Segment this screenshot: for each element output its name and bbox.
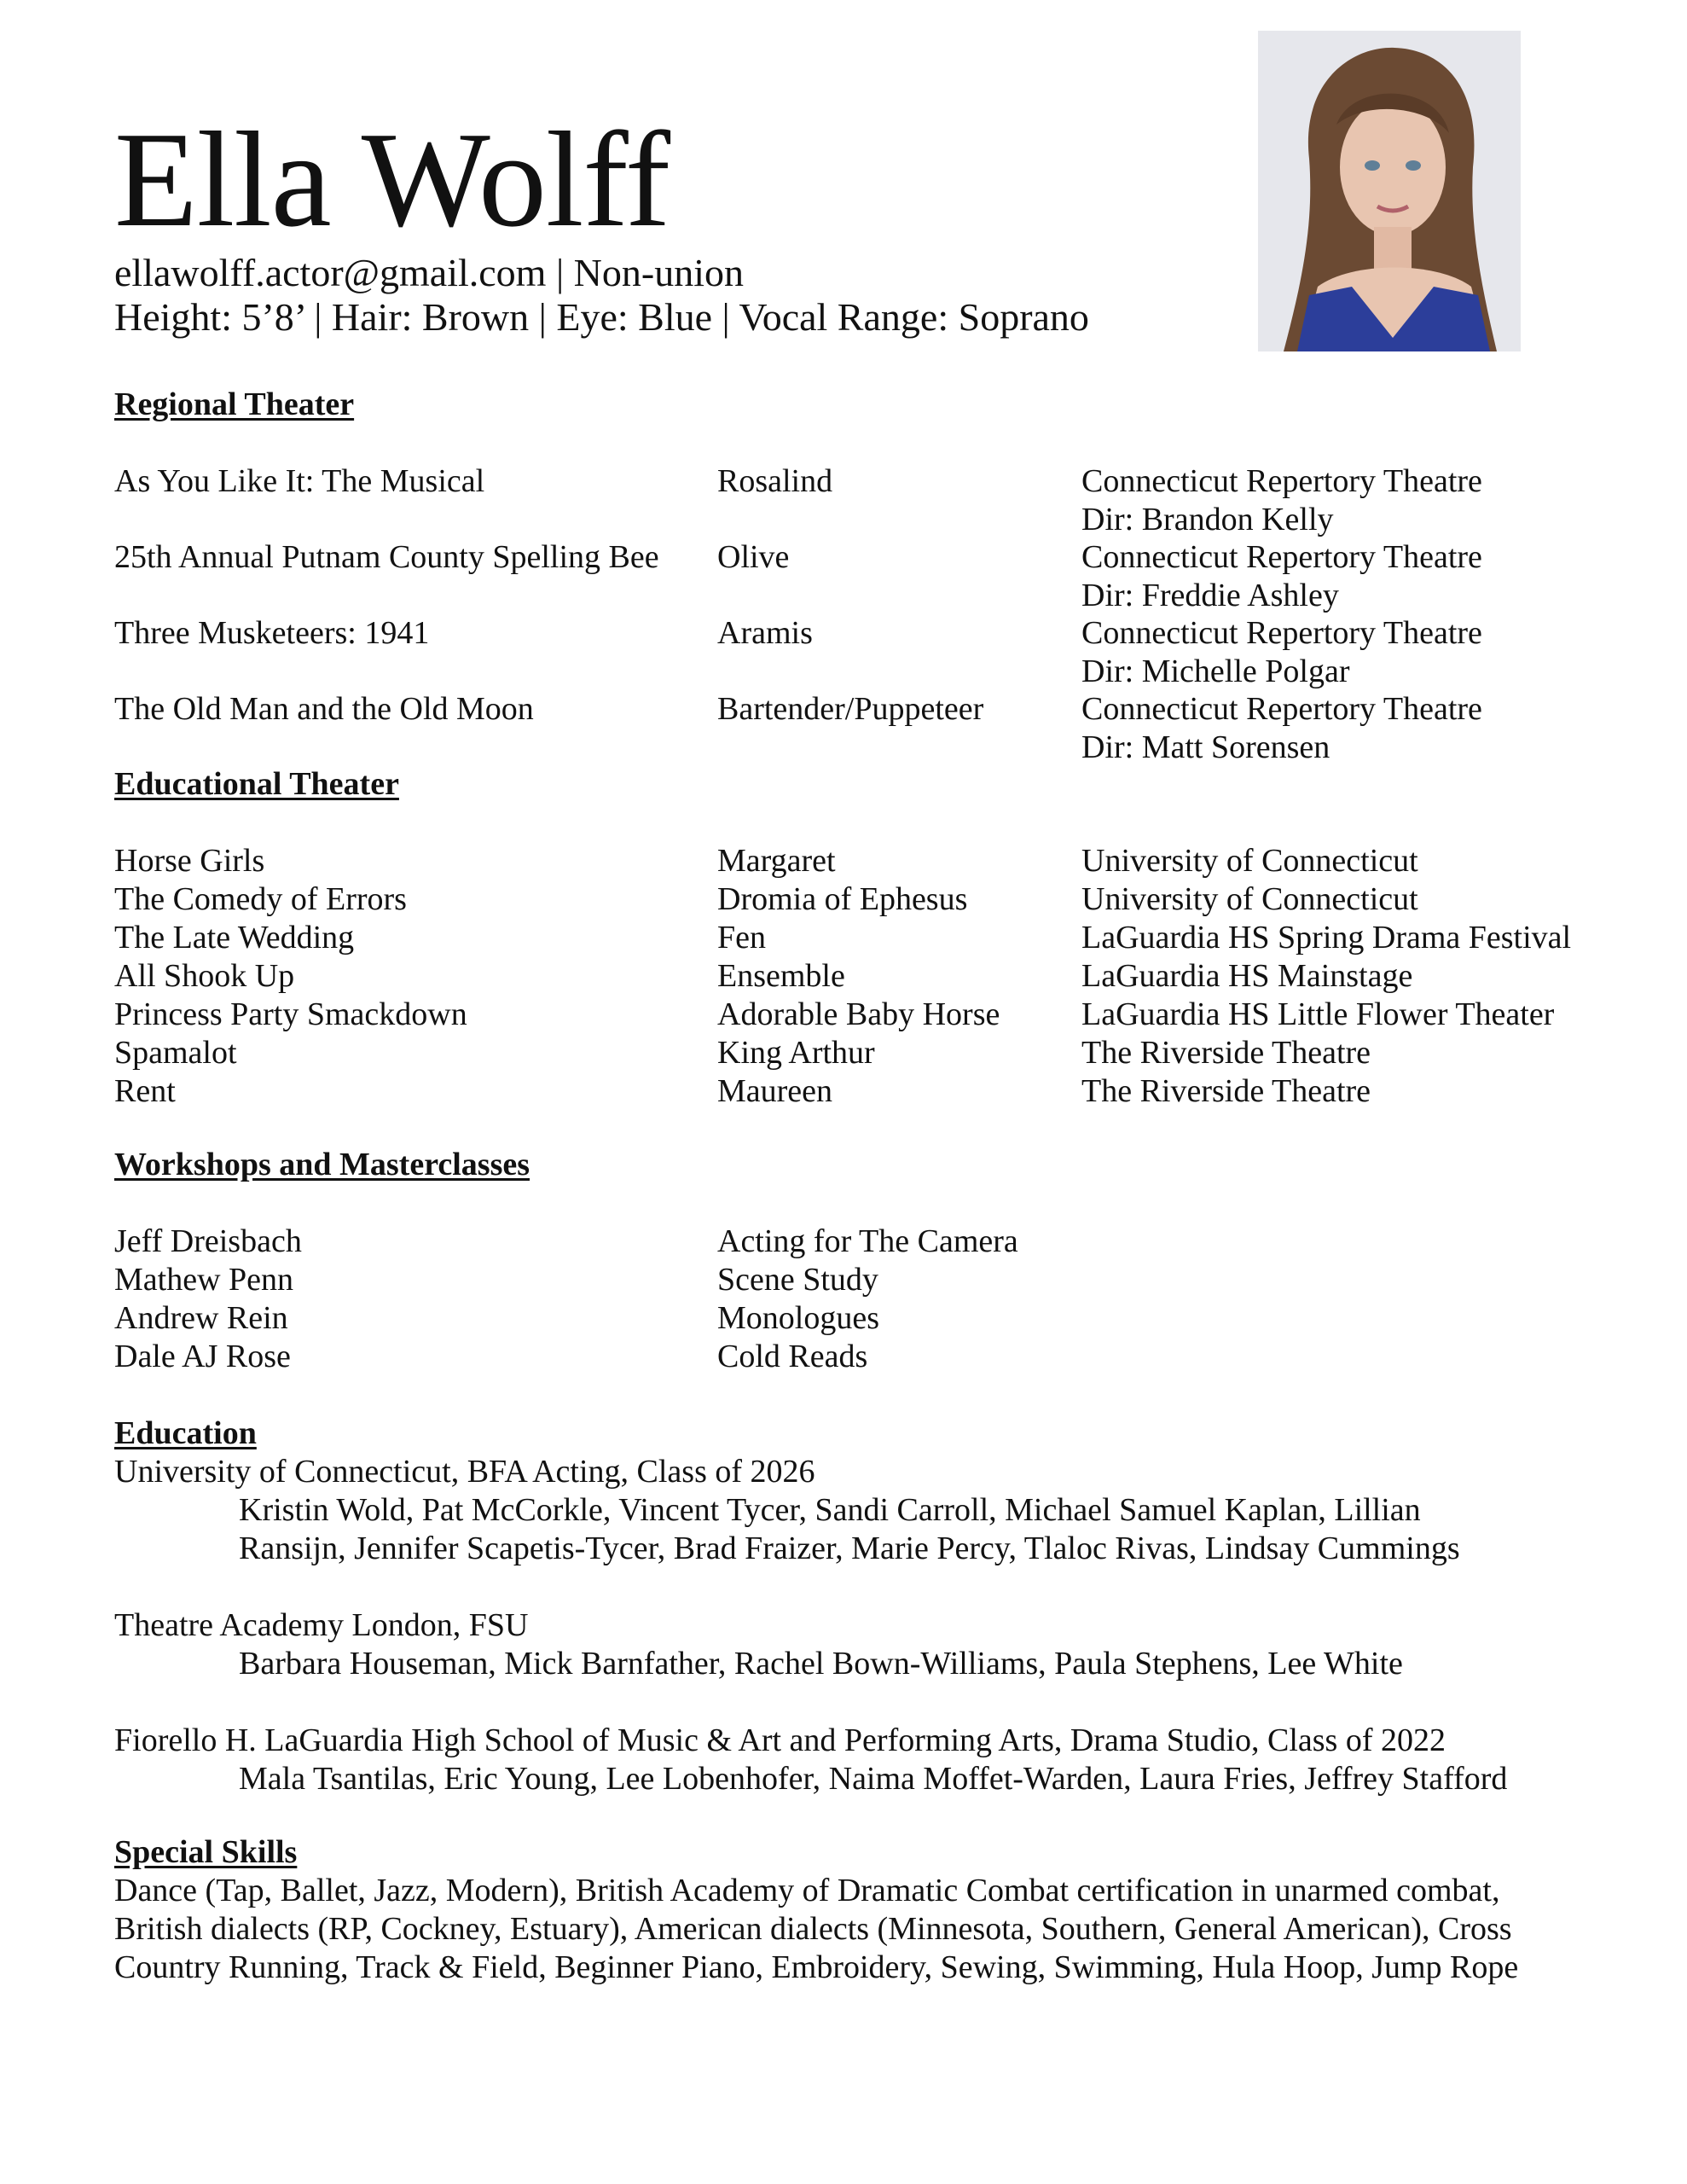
- workshops-section: [114, 1146, 1018, 1376]
- topic: Monologues: [717, 1300, 879, 1336]
- show-title: The Comedy of Errors: [114, 881, 407, 917]
- director: Dir: Matt Sorensen: [1081, 729, 1330, 765]
- role: King Arthur: [717, 1035, 875, 1071]
- show-title: 25th Annual Putnam County Spelling Bee: [114, 539, 659, 575]
- credit-row: [114, 880, 1418, 919]
- role: Maureen: [717, 1073, 833, 1109]
- headshot-photo: [1258, 31, 1521, 351]
- workshop-row: [114, 1338, 868, 1376]
- role: Dromia of Ephesus: [717, 881, 968, 917]
- stats-line: Height: 5’8’ | Hair: Brown | Eye: Blue | Vocal Range: Soprano: [114, 295, 1089, 339]
- show-title: All Shook Up: [114, 958, 295, 994]
- show-title: Horse Girls: [114, 843, 265, 879]
- show-title: Princess Party Smackdown: [114, 996, 467, 1032]
- teacher: Dale AJ Rose: [114, 1339, 291, 1374]
- venue-cell: [1081, 690, 1482, 767]
- headshot-image: [1258, 31, 1521, 351]
- workshop-row: [114, 1223, 1018, 1261]
- teachers-line: Mala Tsantilas, Eric Young, Lee Lobenhofer, Naima Moffet-Warden, Laura Fries, Jeffrey Stafford: [239, 1761, 1508, 1797]
- credit-row: [114, 462, 1482, 538]
- credit-row: [114, 957, 1413, 996]
- credit-row: [114, 1072, 1371, 1111]
- director: Dir: Brandon Kelly: [1081, 502, 1334, 537]
- venue: University of Connecticut: [1081, 843, 1418, 879]
- venue: University of Connecticut: [1081, 881, 1418, 917]
- special-skills-section: [114, 1833, 1518, 1987]
- show-title: Spamalot: [114, 1035, 237, 1071]
- venue: LaGuardia HS Little Flower Theater: [1081, 996, 1555, 1032]
- section-heading: Education: [114, 1415, 257, 1451]
- workshop-row: [114, 1299, 879, 1338]
- topic: Scene Study: [717, 1262, 878, 1298]
- role: Rosalind: [717, 463, 833, 499]
- role: Bartender/Puppeteer: [717, 691, 984, 727]
- teachers-line: Barbara Houseman, Mick Barnfather, Rachel Bown-Williams, Paula Stephens, Lee White: [239, 1646, 1403, 1682]
- credit-row: [114, 842, 1418, 880]
- show-title: The Late Wedding: [114, 920, 355, 956]
- role: Margaret: [717, 843, 836, 879]
- show-title: The Old Man and the Old Moon: [114, 691, 534, 727]
- director: Dir: Michelle Polgar: [1081, 653, 1350, 689]
- credit-row: [114, 919, 1572, 957]
- venue: LaGuardia HS Spring Drama Festival: [1081, 920, 1572, 956]
- director: Dir: Freddie Ashley: [1081, 578, 1339, 613]
- teachers-line: Kristin Wold, Pat McCorkle, Vincent Tycer, Sandi Carroll, Michael Samuel Kaplan, Lillian: [239, 1492, 1421, 1528]
- school-name: University of Connecticut, BFA Acting, Class of 2026: [114, 1454, 815, 1490]
- show-title: Three Musketeers: 1941: [114, 615, 430, 651]
- contact-block: [114, 251, 1089, 340]
- credit-row: [114, 1034, 1371, 1072]
- venue: Connecticut Repertory Theatre: [1081, 691, 1482, 727]
- credit-row: [114, 538, 1482, 614]
- workshop-row: [114, 1261, 878, 1299]
- venue-cell: [1081, 538, 1482, 615]
- show-title: Rent: [114, 1073, 176, 1109]
- skills-line: Dance (Tap, Ballet, Jazz, Modern), British Academy of Dramatic Combat certification in unarmed combat,: [114, 1873, 1500, 1908]
- education-section: [114, 1414, 1507, 1798]
- venue-cell: [1081, 462, 1482, 539]
- credit-row: [114, 614, 1482, 690]
- venue: LaGuardia HS Mainstage: [1081, 958, 1413, 994]
- teachers-line: Ransijn, Jennifer Scapetis-Tycer, Brad Fraizer, Marie Percy, Tlaloc Rivas, Lindsay Cummings: [239, 1531, 1460, 1566]
- section-heading: Regional Theater: [114, 386, 355, 422]
- teacher: Mathew Penn: [114, 1262, 294, 1298]
- topic: Cold Reads: [717, 1339, 868, 1374]
- topic: Acting for The Camera: [717, 1223, 1018, 1259]
- school-name: Fiorello H. LaGuardia High School of Music & Art and Performing Arts, Drama Studio, Class of 2022: [114, 1722, 1446, 1758]
- section-heading: Special Skills: [114, 1834, 298, 1870]
- venue-cell: [1081, 614, 1482, 691]
- actor-name: Ella Wolff: [114, 103, 670, 255]
- educational-theater-section: [114, 765, 1572, 1111]
- role: Ensemble: [717, 958, 845, 994]
- venue: Connecticut Repertory Theatre: [1081, 615, 1482, 651]
- credit-row: [114, 996, 1555, 1034]
- role: Fen: [717, 920, 766, 956]
- teacher: Jeff Dreisbach: [114, 1223, 302, 1259]
- role: Olive: [717, 539, 790, 575]
- skills-line: Country Running, Track & Field, Beginner Piano, Embroidery, Sewing, Swimming, Hula Hoop, Jump Rope: [114, 1949, 1519, 1985]
- contact-line: ellawolff.actor@gmail.com | Non-union: [114, 251, 744, 294]
- venue: The Riverside Theatre: [1081, 1035, 1371, 1071]
- venue: The Riverside Theatre: [1081, 1073, 1371, 1109]
- show-title: As You Like It: The Musical: [114, 463, 485, 499]
- section-heading: Educational Theater: [114, 766, 399, 802]
- teacher: Andrew Rein: [114, 1300, 288, 1336]
- credit-row: [114, 690, 1482, 766]
- skills-line: British dialects (RP, Cockney, Estuary), American dialects (Minnesota, Southern, General American), Cross: [114, 1911, 1512, 1947]
- school-name: Theatre Academy London, FSU: [114, 1607, 529, 1643]
- role: Adorable Baby Horse: [717, 996, 1000, 1032]
- regional-theater-section: [114, 386, 1482, 766]
- venue: Connecticut Repertory Theatre: [1081, 539, 1482, 575]
- role: Aramis: [717, 615, 813, 651]
- section-heading: Workshops and Masterclasses: [114, 1147, 530, 1182]
- venue: Connecticut Repertory Theatre: [1081, 463, 1482, 499]
